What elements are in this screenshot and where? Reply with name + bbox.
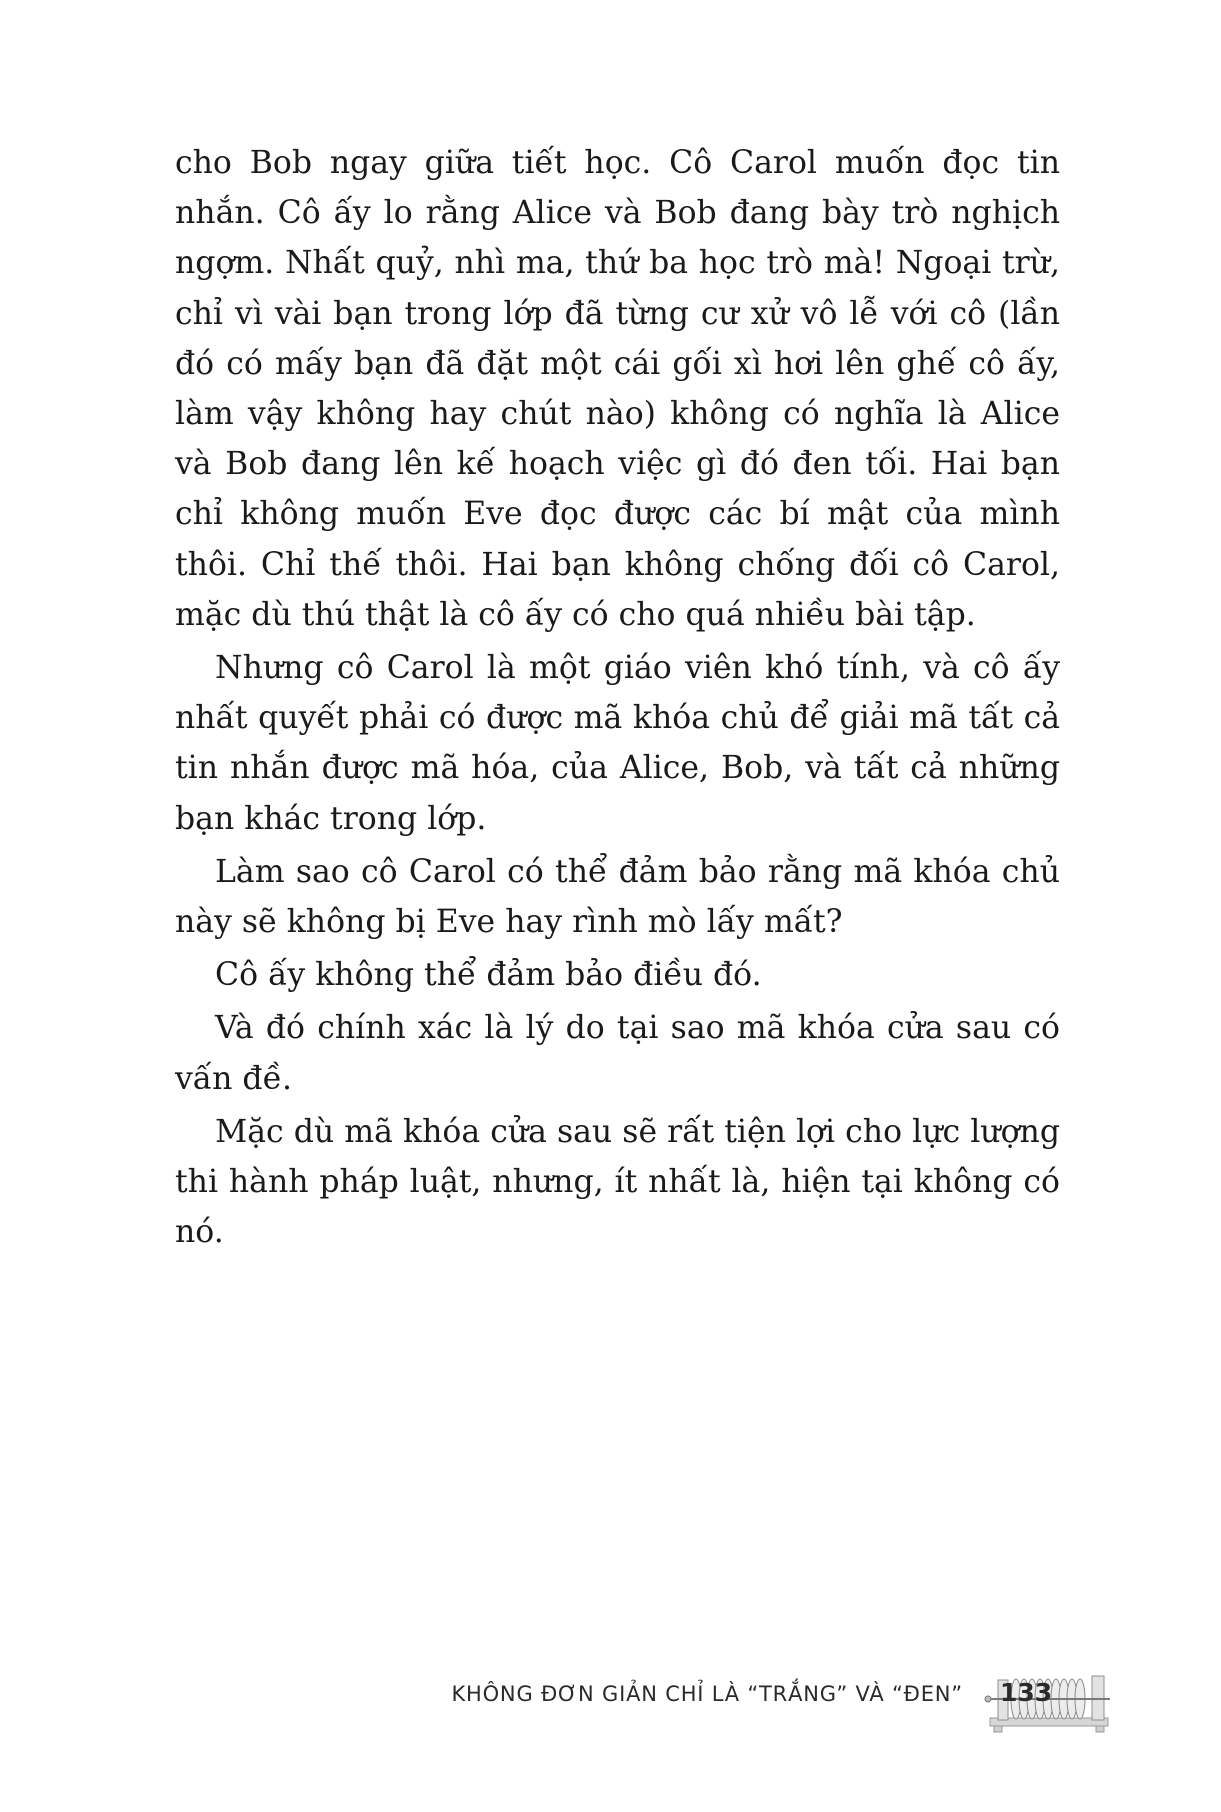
paragraph: cho Bob ngay giữa tiết học. Cô Carol muốn đọc tin nhắn. Cô ấy lo rằng Alice và Bob đang bày trò nghịch ngợm. Nhất quỷ, nhì ma, thứ ba học trò mà! Ngoại trừ, chỉ vì vài bạn trong lớp đã từng cư xử vô lễ với cô (lần đó có mấy bạn đã đặt một cái gối xì hơi lên ghế cô ấy, làm vậy không hay chút nào) không có nghĩa là Alice và Bob đang lên kế hoạch việc gì đó đen tối. Hai bạn chỉ không muốn Eve đọc được các bí mật của mình thôi. Chỉ thế thôi. Hai bạn không chống đối cô Carol, mặc dù thú thật là cô ấy có cho quá nhiều bài tập. — [175, 145, 1060, 633]
body-text — [175, 138, 1060, 1260]
paragraph: Và đó chính xác là lý do tại sao mã khóa cửa sau có vấn đề. — [175, 1010, 1060, 1097]
running-title: KHÔNG ĐƠN GIẢN CHỈ LÀ “TRẮNG” VÀ “ĐEN” — [451, 1682, 963, 1706]
paragraph: Cô ấy không thể đảm bảo điều đó. — [215, 957, 762, 994]
page-number: 133 — [1000, 1678, 1053, 1707]
paragraph: Làm sao cô Carol có thể đảm bảo rằng mã khóa chủ này sẽ không bị Eve hay rình mò lấy mất? — [175, 853, 1060, 941]
paragraph: Nhưng cô Carol là một giáo viên khó tính, và cô ấy nhất quyết phải có được mã khóa chủ để giải mã tất cả tin nhắn được mã hóa, của Alice, Bob, và tất cả những bạn khác trong lớp. — [175, 650, 1060, 837]
paragraph: Mặc dù mã khóa cửa sau sẽ rất tiện lợi cho lực lượng thi hành pháp luật, nhưng, ít nhất là, hiện tại không có nó. — [175, 1113, 1060, 1251]
page-footer — [0, 1672, 1221, 1732]
